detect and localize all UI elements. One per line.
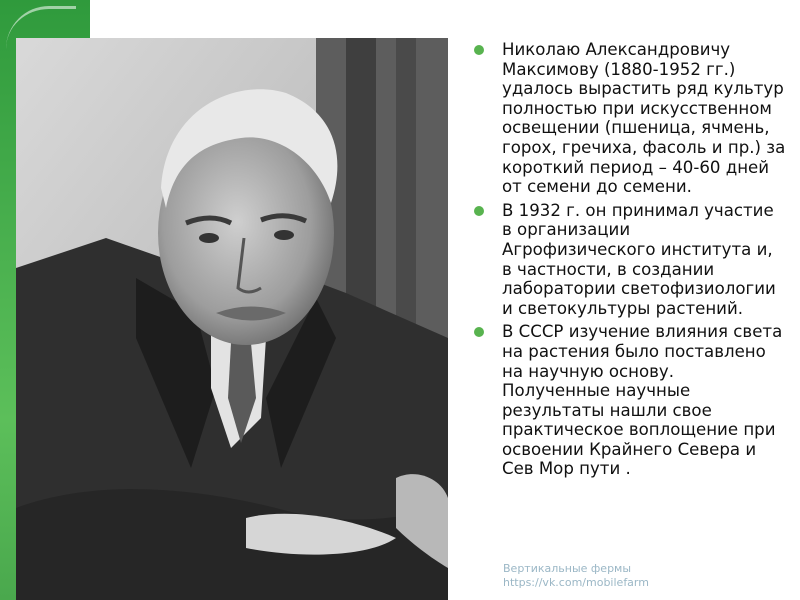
watermark [503,562,649,590]
bullet-list [470,40,786,479]
text-column [470,40,786,483]
bullet-dot-icon [474,206,484,216]
bullet-dot-icon [474,45,484,55]
bullet-dot-icon [474,327,484,337]
bullet-text: Николаю Александровичу Максимову (1880-1952 гг.) удалось вырастить ряд культур полностью при искусственном освещении (пшеница, ячмень, горох, гречиха, фасоль и пр.) за короткий период – 40-60 дней от семени до семени. [502,40,786,197]
watermark-title: Вертикальные фермы [503,562,632,575]
bullet-text: В 1932 г. он принимал участие в организации Агрофизического института и, в частности, в создании лаборатории светофизиологии и светокультуры растений. [502,200,776,318]
portrait-photo [16,38,448,600]
bullet-item [470,40,786,197]
bullet-item [470,322,786,479]
bullet-text: В СССР изучение влияния света на растения было поставлено на научную основу. Полученные научные результаты нашли свое практическое воплощение при освоении Крайнего Севера и Сев Мор пути . [502,322,783,479]
bullet-item [470,201,786,319]
watermark-url: https://vk.com/mobilefarm [503,576,649,589]
